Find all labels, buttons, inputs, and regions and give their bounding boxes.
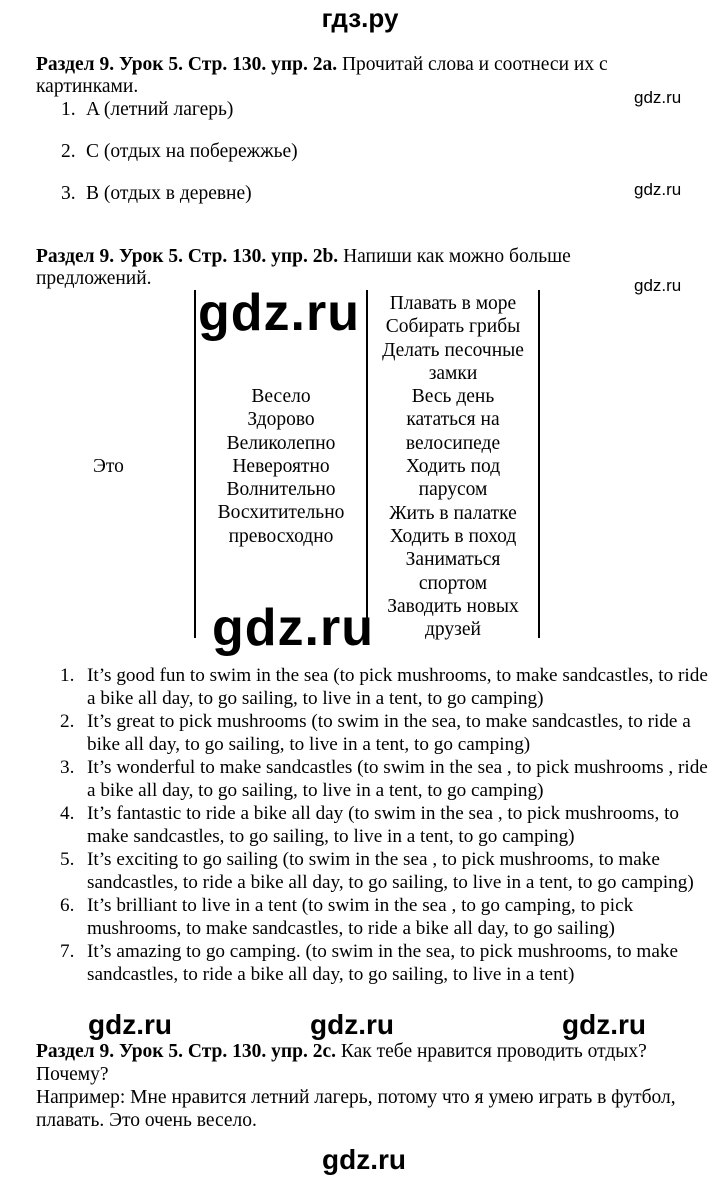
- exercise-2a-title: Раздел 9. Урок 5. Стр. 130. упр. 2а.: [36, 54, 338, 75]
- list-item: 4. It’s fantastic to ride a bike all day (to swim in the sea , to pick mushrooms, to make sandcastles, to go sailing, to live in a tent, to go camping): [60, 803, 680, 847]
- list-item: 2. It’s great to pick mushrooms (to swim in the sea, to make sandcastles, to ride a bike all day, to go sailing, to live in a tent, to go camping): [60, 711, 691, 755]
- exercise-2b-instruction: Напиши как можно больше предложений.: [36, 246, 571, 289]
- site-watermark-header: гдз.ру: [321, 3, 399, 33]
- watermark-medium: gdz.ru: [562, 1009, 646, 1040]
- watermark-small: gdz.ru: [634, 180, 682, 199]
- exercise-2b-heading: [36, 246, 686, 290]
- exercise-2c-example: Например: Мне нравится летний лагерь, потому что я умею играть в футбол, плавать. Это очень весело.: [36, 1087, 676, 1131]
- watermark-large: gdz.ru: [198, 284, 360, 342]
- exercise-2b-title: Раздел 9. Урок 5. Стр. 130. упр. 2b.: [36, 246, 339, 267]
- table-column-3: Плавать в море Собирать грибы Делать песочные замки Весь день кататься на велосипеде Ходить под парусом Жить в палатке Ходить в поход Заниматься спортом Заводить новых друзей: [382, 293, 524, 641]
- table-divider: [538, 290, 540, 638]
- exercise-2c-heading: [36, 1040, 696, 1086]
- watermark-medium: gdz.ru: [322, 1144, 406, 1175]
- list-item: 5. It’s exciting to go sailing (to swim in the sea , to pick mushrooms, to make sandcastles, to ride a bike all day, to go sailing, to live in a tent, to go camping): [60, 849, 694, 893]
- watermark-large: gdz.ru: [212, 599, 374, 657]
- exercise-2a-heading: [36, 54, 686, 98]
- exercise-2c-question: Как тебе нравится проводить отдых? Почему?: [36, 1041, 647, 1085]
- exercise-2a-answers: [61, 99, 298, 225]
- watermark-small: gdz.ru: [634, 88, 682, 107]
- list-item: 6. It’s brilliant to live in a tent (to swim in the sea , to go camping, to pick mushrooms, to make sandcastles, to ride a bike all day, to go sailing): [60, 895, 634, 939]
- list-item: 2. C (отдых на побережжье): [61, 141, 298, 162]
- list-item: 7. It’s amazing to go camping. (to swim in the sea, to pick mushrooms, to make sandcastles, to ride a bike all day, to go sailing, to live in a tent): [60, 941, 678, 985]
- table-column-2: Весело Здорово Великолепно Невероятно Волнительно Восхитительно превосходно: [217, 386, 345, 547]
- watermark-small: gdz.ru: [634, 276, 682, 295]
- watermark-medium: gdz.ru: [88, 1009, 172, 1040]
- exercise-2a-instruction: Прочитай слова и соотнеси их с картинками.: [36, 54, 608, 97]
- list-item: 1. A (летний лагерь): [61, 99, 234, 120]
- list-item: 1. It’s good fun to swim in the sea (to pick mushrooms, to make sandcastles, to ride a bike all day, to go sailing, to live in a tent, to go camping): [60, 665, 708, 709]
- exercise-2c-title: Раздел 9. Урок 5. Стр. 130. упр. 2c.: [36, 1041, 336, 1062]
- watermark-medium: gdz.ru: [310, 1009, 394, 1040]
- list-item: 3. B (отдых в деревне): [61, 183, 252, 204]
- table-column-1: Это: [93, 456, 124, 477]
- exercise-2b-sentences: [60, 664, 715, 986]
- list-item: 3. It’s wonderful to make sandcastles (to swim in the sea , to pick mushrooms , ride a bike all day, to go sailing, to live in a tent, to go camping): [60, 757, 708, 801]
